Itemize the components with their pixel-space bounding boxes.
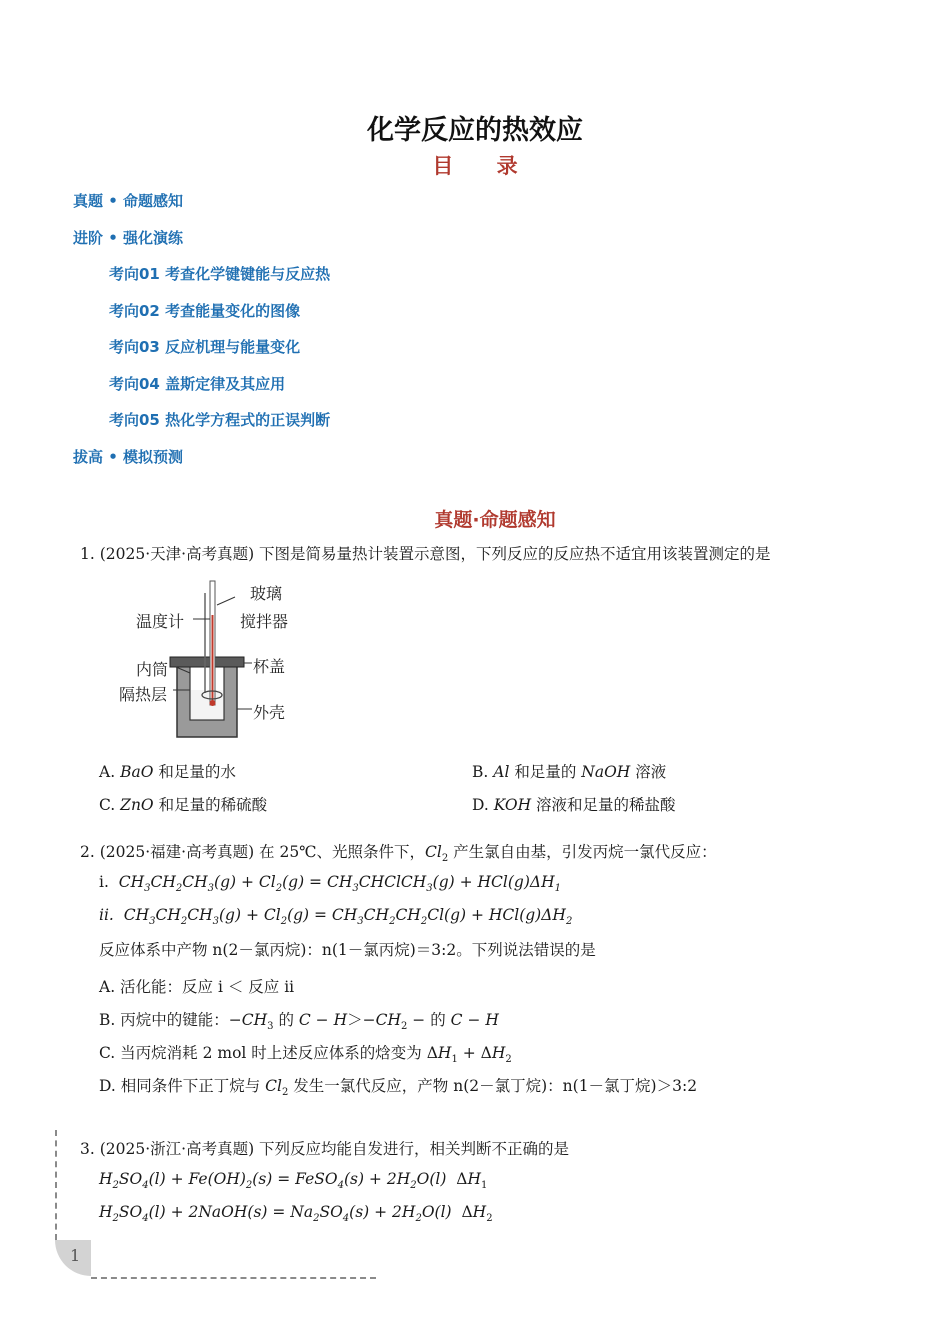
page-number: 1 (70, 1246, 81, 1265)
option-d-text: 溶液和足量的稀盐酸 (531, 796, 676, 814)
q1-option-d[interactable] (472, 793, 676, 815)
label-lid: 杯盖 (253, 657, 286, 676)
calorimeter-figure (110, 575, 330, 745)
q1-option-b[interactable] (472, 760, 666, 782)
option-c-formula: ZnO (120, 796, 154, 814)
q2-option-a[interactable]: A. 活化能：反应 i ＜ 反应 ii (99, 978, 295, 996)
label-inner-cup: 内筒 (136, 660, 169, 679)
label-insulation: 隔热层 (119, 685, 168, 704)
page-border-vertical (55, 1130, 57, 1240)
document-title: 化学反应的热效应 (367, 115, 583, 146)
q2-stem-post: 产生氯自由基，引发丙烷一氯代反应： (448, 843, 717, 861)
q1-option-a[interactable] (99, 760, 236, 782)
toc-item-bagao[interactable]: 拔高 • 模拟预测 (73, 448, 184, 466)
label-shell: 外壳 (253, 703, 286, 722)
q3-equation-1: $H_2SO_4(l) + Fe(OH)_2(s)$ = FeSO$_4$(s) + $2H_2O(l)$ $\Delta H_1$ (99, 1170, 488, 1192)
label-stirrer-line1: 玻璃 (250, 584, 283, 603)
q2-stem-pre: 2. (2025·福建·高考真题) 在 25℃、光照条件下， (80, 843, 426, 861)
toc-item-kaoxiang-02[interactable]: 考向02 考查能量变化的图像 (109, 302, 301, 320)
option-a-text: 和足量的水 (153, 763, 236, 781)
option-b-formula-2: NaOH (581, 763, 631, 781)
option-d-prefix: D. (472, 796, 494, 814)
q1-option-c[interactable] (99, 793, 267, 815)
q2-equation-2: ii. $CH_3CH_2CH_3(g) + Cl_2(g) = CH_3CH_2CH_2Cl(g) + HCl(g)\Delta H_2$ (99, 906, 573, 928)
option-b-formula-1: Al (493, 763, 510, 781)
toc-item-jinjie[interactable]: 进阶 • 强化演练 (73, 229, 184, 247)
option-a-formula: BaO (120, 763, 154, 781)
toc-item-kaoxiang-05[interactable]: 考向05 热化学方程式的正误判断 (109, 411, 331, 429)
option-c-prefix: C. (99, 796, 121, 814)
toc-heading: 目 录 (432, 154, 536, 178)
label-thermometer: 温度计 (136, 612, 185, 631)
q2-ratio-line: 反应体系中产物 n(2－氯丙烷)：n(1－氯丙烷)＝3:2。下列说法错误的是 (99, 941, 596, 959)
q2-option-d-post: 发生一氯代反应，产物 n(2－氯丁烷)：n(1－氯丁烷)＞3:2 (288, 1077, 698, 1095)
eq1-label: i. (99, 873, 109, 891)
q2-stem-chem: Cl (425, 843, 442, 861)
q2-option-b-pre: B. 丙烷中的键能： (99, 1011, 229, 1029)
label-stirrer-line2: 搅拌器 (240, 612, 289, 631)
q2-option-b-mid: 的 (273, 1011, 299, 1029)
eq2-label: ii. (99, 906, 114, 924)
section-heading: 真题·命题感知 (434, 509, 556, 531)
option-d-formula: KOH (493, 796, 532, 814)
q3-stem: 3. (2025·浙江·高考真题) 下列反应均能自发进行，相关判断不正确的是 (80, 1140, 570, 1158)
toc-item-kaoxiang-01[interactable]: 考向01 考查化学键键能与反应热 (109, 265, 331, 283)
q3-equation-2: $H_2SO_4(l)$ + 2NaOH(s) = $Na_2SO_4(s) + 2H_2O(l)$ $\Delta H_2$ (99, 1203, 493, 1225)
toc-item-kaoxiang-04[interactable]: 考向04 盖斯定律及其应用 (109, 375, 286, 393)
option-b-text: 溶液 (630, 763, 667, 781)
option-c-text: 和足量的稀硫酸 (153, 796, 268, 814)
option-b-mid: 和足量的 (509, 763, 582, 781)
q2-stem-sub: 2 (441, 853, 449, 865)
q2-option-c-pre: C. 当丙烷消耗 2 mol 时上述反应体系的焓变为 (99, 1044, 427, 1062)
q2-option-d[interactable]: D. 相同条件下正丁烷与 $Cl_2$ 发生一氯代反应，产物 n(2－氯丁烷)：n(1－氯丁烷)＞3:2 (99, 1077, 698, 1099)
q2-option-b-cmp: ＞ (347, 1011, 363, 1029)
q2-option-d-pre: D. 相同条件下正丁烷与 (99, 1077, 266, 1095)
q2-option-c[interactable]: C. 当丙烷消耗 2 mol 时上述反应体系的焓变为 $\Delta H_1 + \Delta H_2$ (99, 1044, 512, 1066)
q1-stem: 1. (2025·天津·高考真题) 下图是简易量热计装置示意图，下列反应的反应热不适宜用该装置测定的是 (80, 545, 771, 563)
q2-option-b[interactable]: B. 丙烷中的键能：$-CH_3$ 的 $C - H>-CH_2$ − 的 C − H (99, 1011, 499, 1033)
toc-item-kaoxiang-03[interactable]: 考向03 反应机理与能量变化 (109, 338, 301, 356)
page-border-horizontal (91, 1277, 376, 1279)
q2-option-b-post: 的 (425, 1011, 451, 1029)
toc-item-zhenti[interactable]: 真题 • 命题感知 (73, 192, 184, 210)
q2-stem (80, 840, 717, 864)
q2-equation-1: i. $CH_3CH_2CH_3(g) + Cl_2(g)$ = $CH_3CHClCH_3(g) + HCl(g)\Delta H_1$ (99, 873, 561, 895)
option-b-prefix: B. (472, 763, 494, 781)
option-a-prefix: A. (99, 763, 121, 781)
